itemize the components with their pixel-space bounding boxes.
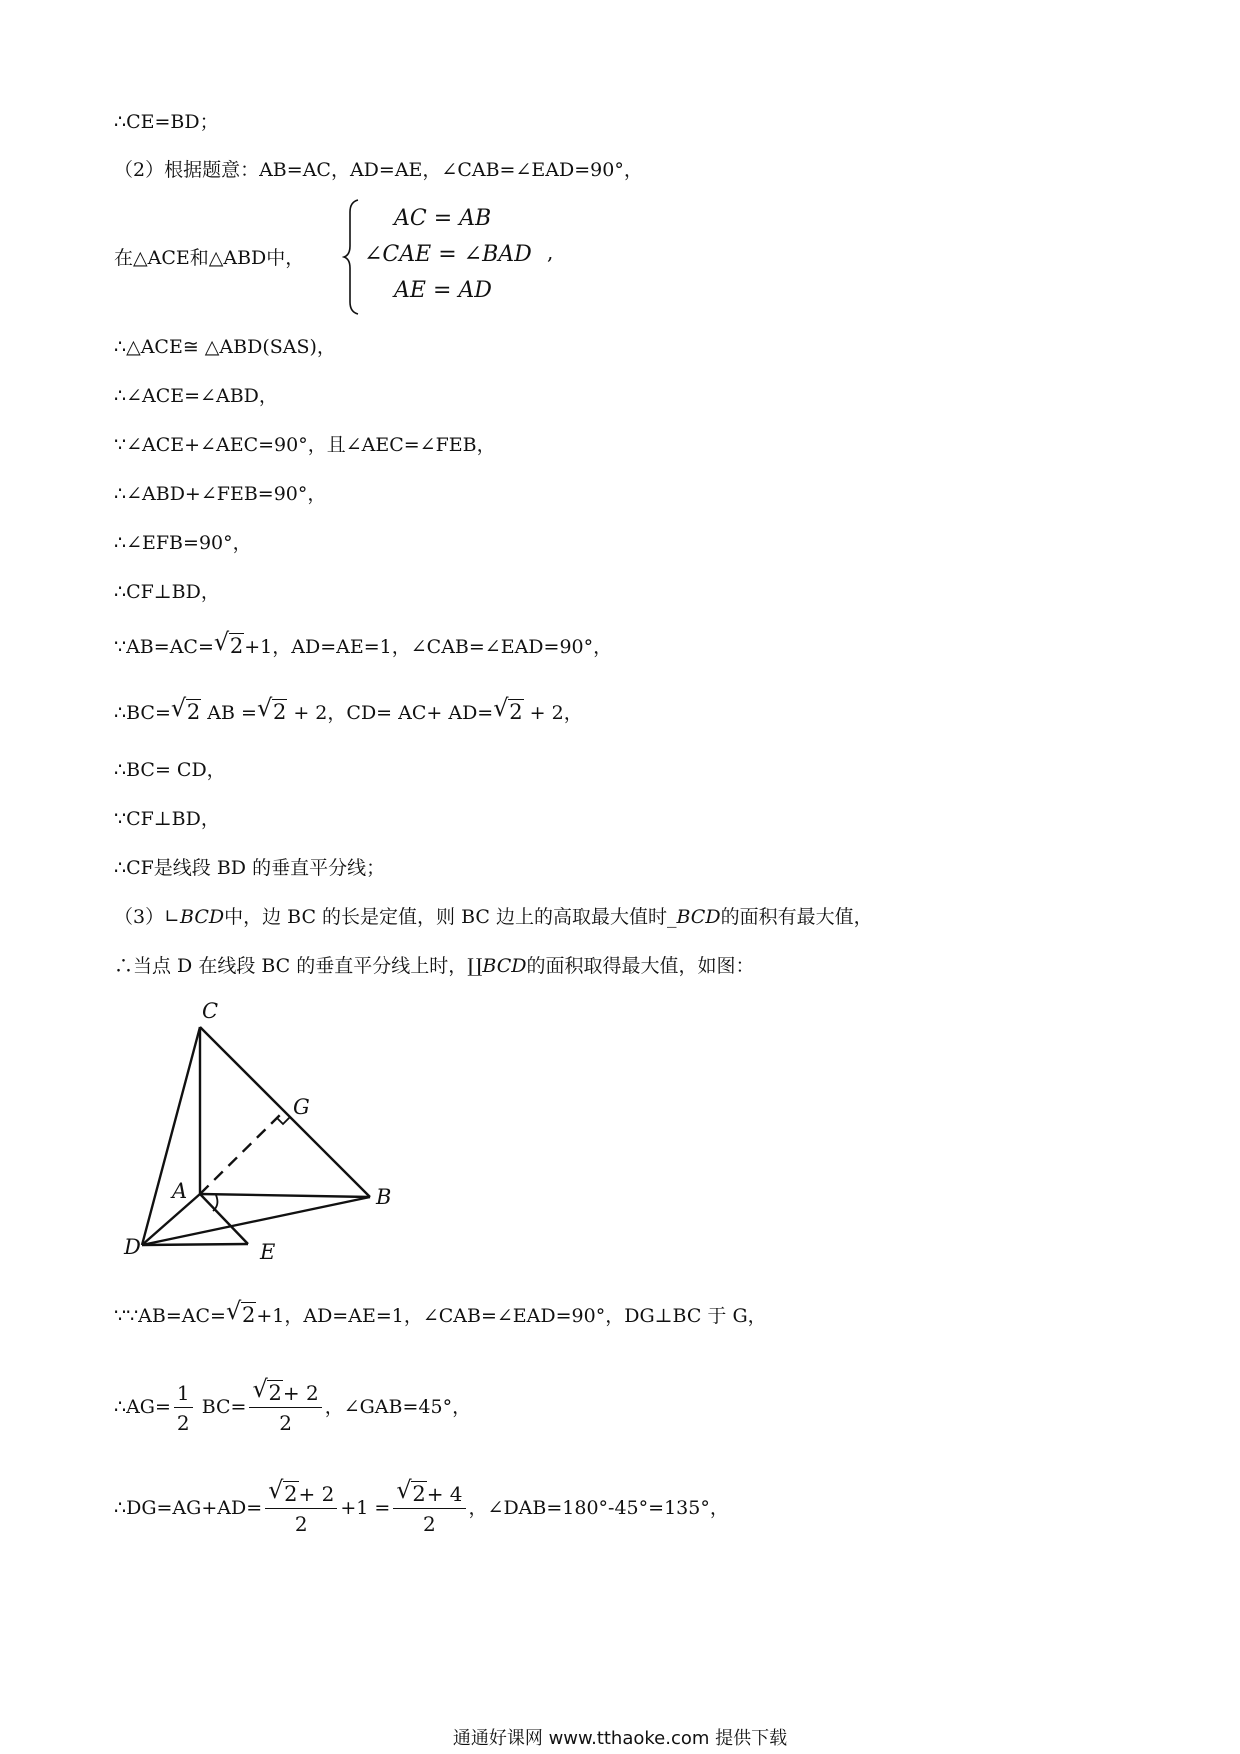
- system-row: ∠CAE = ∠BAD: [364, 242, 532, 267]
- fraction: √ 2+ 2 2: [249, 1380, 321, 1436]
- sqrt-expression: √ 2: [213, 628, 244, 658]
- segment-AG-dashed: [200, 1111, 284, 1194]
- text-segment: +1，AD=AE=1，∠CAB=∠EAD=90°，: [244, 636, 613, 658]
- segment-DB: [142, 1197, 370, 1245]
- text-line: ∴△ACE≅ △ABD(SAS)，: [114, 336, 336, 358]
- text-segment: + 2，: [523, 702, 583, 724]
- text-line: 在△ACE和△ABD中，: [114, 247, 305, 269]
- fraction: √ 2+ 2 2: [265, 1481, 337, 1537]
- equation-system: [342, 198, 592, 316]
- text-line: ∴BC= CD，: [114, 759, 226, 781]
- system-row: AE = AD: [394, 278, 492, 303]
- math-var: BCD: [676, 906, 721, 928]
- text-segment: ∴当点 D 在线段 BC 的垂直平分线上时，: [114, 955, 468, 977]
- brace-icon: [342, 198, 362, 316]
- text-line: （2）根据题意：AB=AC，AD=AE，∠CAB=∠EAD=90°，: [114, 159, 643, 181]
- system-row: AC = AB: [394, 206, 492, 231]
- text-segment: + 2，CD= AC+ AD=: [287, 702, 494, 724]
- label-E: E: [260, 1240, 276, 1260]
- page-footer: 通通好课网 www.tthaoke.com 提供下载: [452, 1728, 788, 1749]
- text-line: ∴∠ACE=∠ABD，: [114, 385, 278, 407]
- text-segment: 的面积有最大值，: [720, 906, 873, 928]
- text-segment: 的面积取得最大值，如图：: [526, 955, 755, 977]
- segment-DE: [142, 1244, 248, 1245]
- sqrt-expression: √ 2: [256, 694, 287, 724]
- segment-CD: [142, 1027, 200, 1245]
- text-segment: ∴AG=: [114, 1396, 171, 1418]
- text-line: [114, 904, 873, 930]
- right-angle-mark: [277, 1117, 290, 1124]
- label-G: G: [293, 1095, 310, 1119]
- system-tail: ,: [547, 240, 554, 264]
- triangle-symbol: ∟: [164, 906, 181, 928]
- text-segment: AB =: [201, 702, 257, 724]
- text-line: ∴∠EFB=90°，: [114, 532, 252, 554]
- label-A: A: [172, 1179, 188, 1203]
- text-segment: BC=: [195, 1396, 247, 1418]
- sqrt-expression: √ 2: [225, 1297, 256, 1327]
- text-segment: ∵∵AB=AC=: [114, 1305, 226, 1327]
- segment-AE: [200, 1194, 248, 1244]
- label-C: C: [202, 999, 219, 1023]
- label-D: D: [124, 1235, 141, 1259]
- text-line: [114, 1297, 767, 1329]
- fraction: √ 2+ 4 2: [393, 1481, 465, 1537]
- text-line: [114, 1476, 729, 1537]
- sqrt-expression: √ 2: [170, 694, 201, 724]
- text-line: [114, 694, 583, 726]
- text-segment: 中，边 BC 的长是定值，则 BC 边上的高取最大值时: [224, 906, 667, 928]
- text-segment: ∵AB=AC=: [114, 636, 214, 658]
- sqrt-expression: √ 2: [493, 694, 523, 724]
- label-B: B: [376, 1185, 392, 1209]
- text-segment: ∴DG=AG+AD=: [114, 1497, 263, 1519]
- text-line: ∵CF⊥BD，: [114, 808, 220, 830]
- triangle-symbol: ∐: [467, 955, 483, 977]
- text-line: [114, 628, 613, 660]
- text-line: [114, 1375, 472, 1436]
- text-segment: ，∠DAB=180°-45°=135°，: [468, 1497, 729, 1519]
- text-line: ∴CF⊥BD，: [114, 581, 220, 603]
- text-segment: ∴BC=: [114, 702, 171, 724]
- geometry-figure: [120, 992, 420, 1260]
- text-segment: +1 =: [340, 1497, 391, 1519]
- triangle-symbol: _: [666, 906, 677, 928]
- text-line: ∴CF是线段 BD 的垂直平分线；: [114, 857, 386, 879]
- segment-AB: [200, 1194, 370, 1197]
- text-segment: +1，AD=AE=1，∠CAB=∠EAD=90°，DG⊥BC 于 G，: [256, 1305, 767, 1327]
- math-var: BCD: [482, 955, 527, 977]
- text-line: [114, 953, 754, 979]
- text-line: ∵∠ACE+∠AEC=90°，且∠AEC=∠FEB，: [114, 434, 496, 456]
- segment-CB: [200, 1027, 370, 1197]
- segment-AD: [142, 1194, 200, 1245]
- text-line: ∴CE=BD；: [114, 111, 219, 133]
- math-var: BCD: [180, 906, 225, 928]
- fraction: $\frac{1}{2}$: [174, 1380, 193, 1436]
- text-line: ∴∠ABD+∠FEB=90°，: [114, 483, 327, 505]
- text-segment: （3）: [114, 906, 165, 928]
- text-segment: ，∠GAB=45°，: [324, 1396, 472, 1418]
